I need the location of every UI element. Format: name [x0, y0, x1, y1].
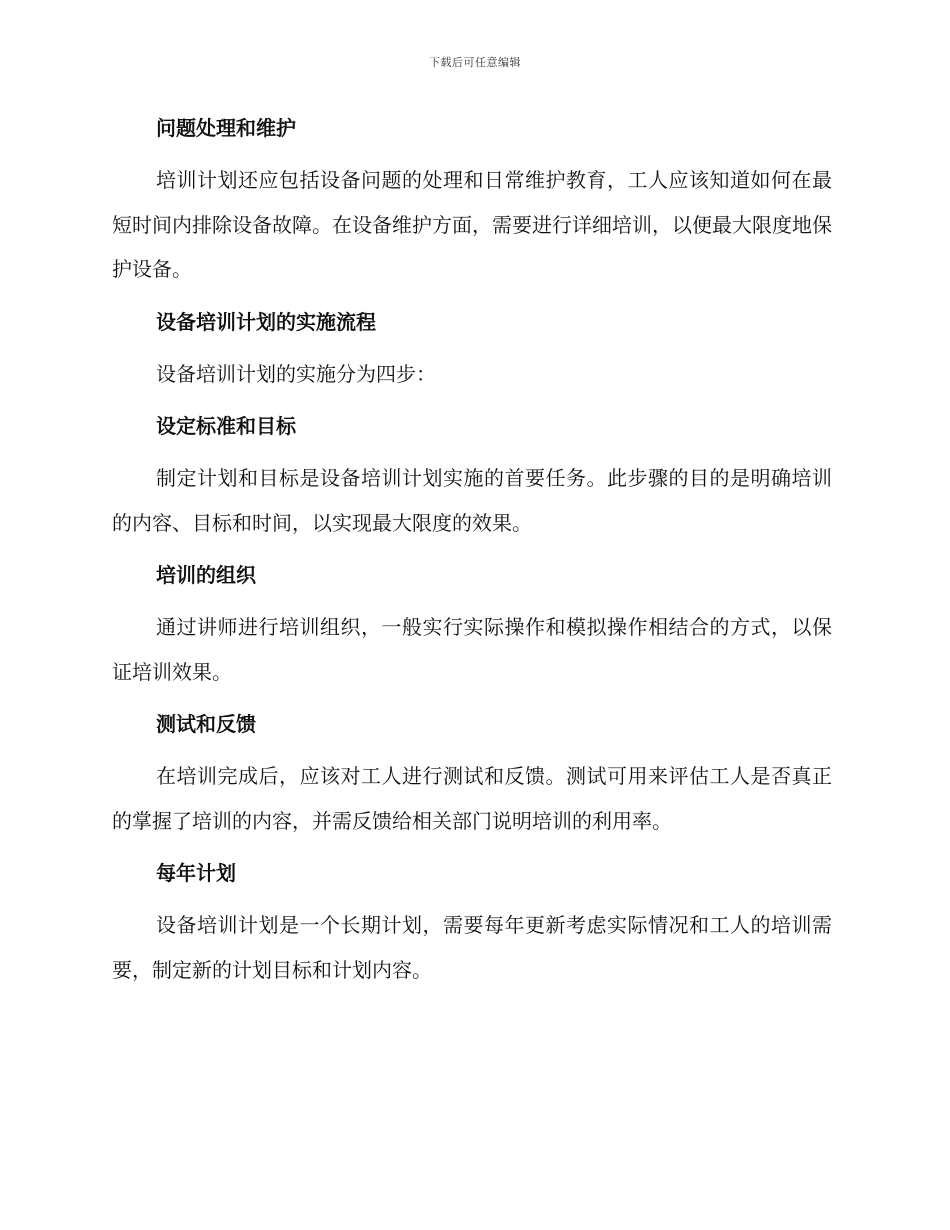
paragraph-annual-plan: 设备培训计划是一个长期计划，需要每年更新考虑实际情况和工人的培训需要，制定新的计划目标和计划内容。	[112, 913, 832, 982]
paragraph-testing: 在培训完成后，应该对工人进行测试和反馈。测试可用来评估工人是否真正的掌握了培训的内容，并需反馈给相关部门说明培训的利用率。	[112, 764, 832, 833]
section-heading-annual-plan: 每年计划	[156, 861, 236, 885]
paragraph-standards: 制定计划和目标是设备培训计划实施的首要任务。此步骤的目的是明确培训的内容、目标和时间，以实现最大限度的效果。	[112, 466, 832, 535]
page-header: 下载后可任意编辑	[429, 56, 521, 69]
paragraph-maintenance: 培训计划还应包括设备问题的处理和日常维护教育，工人应该知道如何在最短时间内排除设备故障。在设备维护方面，需要进行详细培训，以便最大限度地保护设备。	[112, 168, 832, 281]
paragraph-process: 设备培训计划的实施分为四步：	[156, 361, 436, 386]
document-body	[112, 112, 832, 1006]
section-heading-testing: 测试和反馈	[156, 712, 256, 736]
section-heading-process: 设备培训计划的实施流程	[156, 309, 376, 334]
section-heading-organization: 培训的组织	[156, 563, 256, 587]
section-heading-maintenance: 问题处理和维护	[156, 116, 296, 140]
paragraph-organization: 通过讲师进行培训组织，一般实行实际操作和模拟操作相结合的方式，以保证培训效果。	[112, 615, 832, 684]
section-heading-standards: 设定标准和目标	[156, 414, 296, 438]
